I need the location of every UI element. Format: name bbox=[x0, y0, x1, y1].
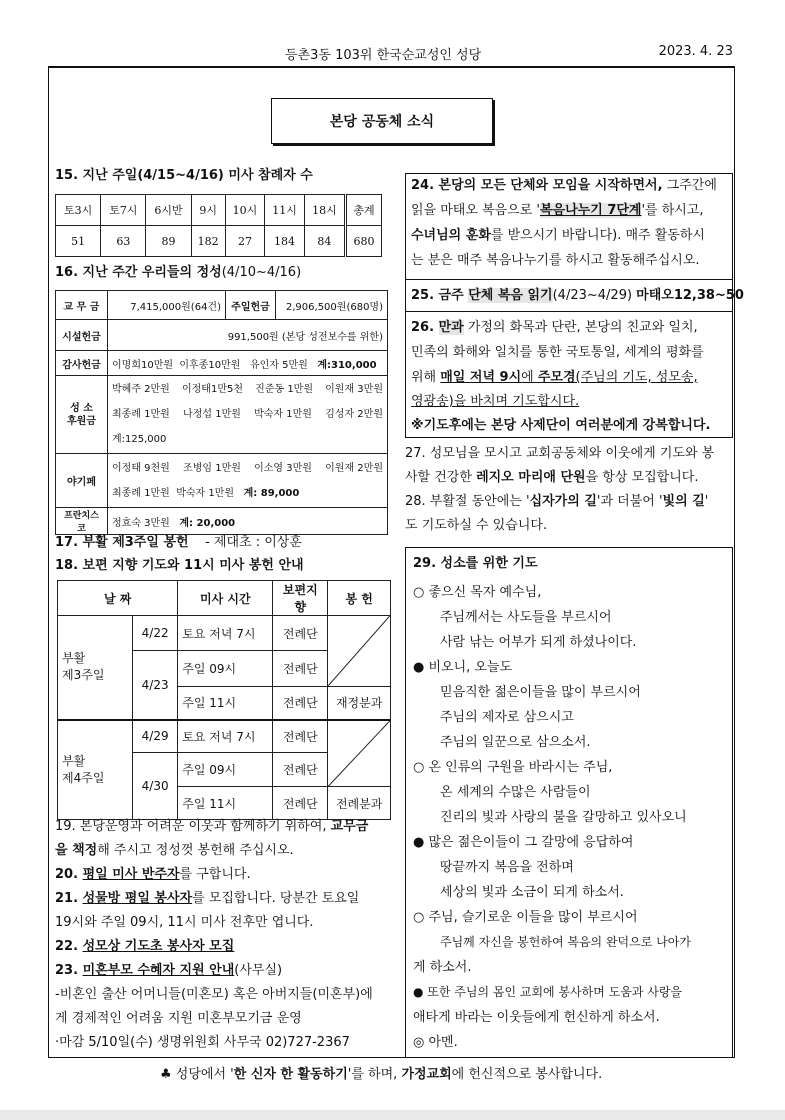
s19-line2: 을 책정해 주시고 정성껏 봉헌해 주십시오. bbox=[55, 843, 294, 858]
schedule-offer-empty bbox=[328, 616, 391, 687]
prayer-line: ● 비오니, 오늘도 bbox=[413, 660, 513, 675]
parish-name: 등촌3동 103위 한국순교성인 성당 bbox=[285, 48, 482, 63]
s24-line1: 24. 본당의 모든 단체와 모임을 시작하면서, 그주간에 bbox=[411, 178, 717, 193]
schedule-time: 주일 11시 bbox=[178, 687, 273, 720]
s16-heading: 16. 지난 주간 우리들의 정성(4/10~4/16) bbox=[55, 265, 302, 280]
schedule-head: 보편지향 bbox=[273, 581, 328, 616]
s24-line2: 읽을 마태오 복음으로 '복음나누기 7단계'를 하시고, bbox=[411, 203, 704, 218]
attendance-value-row bbox=[56, 226, 382, 257]
schedule-time: 토요 저녁 7시 bbox=[178, 616, 273, 651]
attendance-col: 11시 bbox=[265, 195, 305, 226]
prayer-line: 온 세계의 수많은 사람들이 bbox=[440, 785, 591, 800]
s28-line1: 28. 부활절 동안에는 '십자가의 길'과 더불어 '빛의 길' bbox=[405, 494, 709, 509]
s23-line2: 게 경제적인 어려움 지원 미혼부모기금 운영 bbox=[55, 1011, 302, 1026]
s29-heading: 29. 성소를 위한 기도 bbox=[413, 556, 538, 571]
prayer-line: ◎ 아멘. bbox=[413, 1035, 458, 1050]
schedule-who: 전례단 bbox=[273, 616, 328, 651]
attendance-col: 토7시 bbox=[101, 195, 146, 226]
offering-label: 성 소 후원금 bbox=[56, 376, 108, 454]
offering-value: 991,500원 (본당 성전보수를 위한) bbox=[108, 320, 388, 351]
schedule-offer: 전례분과 bbox=[328, 787, 391, 820]
offering-row bbox=[56, 291, 388, 320]
s20-line: 20. 평일 미사 반주자를 구합니다. bbox=[55, 867, 251, 882]
offering-label: 프란치스코 bbox=[56, 508, 108, 535]
offering-value: 7,415,000원(64건) bbox=[108, 291, 226, 320]
offering-row bbox=[56, 320, 388, 351]
prayer-line: 주님께 자신을 봉헌하여 복음의 완덕으로 나아가 bbox=[440, 935, 691, 949]
schedule-header-row bbox=[58, 581, 391, 616]
schedule-date: 4/22 bbox=[133, 616, 178, 651]
schedule-date: 4/23 bbox=[133, 651, 178, 720]
s28-line2: 도 기도하실 수 있습니다. bbox=[405, 518, 548, 533]
diagonal-line bbox=[328, 616, 390, 686]
s24-line4: 는 분은 매주 복음나누기를 하시고 활동해주십시오. bbox=[411, 253, 700, 268]
schedule-offer: 재정분과 bbox=[328, 687, 391, 720]
attendance-val: 184 bbox=[265, 226, 305, 257]
attendance-val: 51 bbox=[56, 226, 101, 257]
footer-band bbox=[0, 1110, 785, 1120]
page-title: 본당 공동체 소식 bbox=[271, 98, 493, 144]
schedule-time: 주일 11시 bbox=[178, 787, 273, 820]
schedule-time: 주일 09시 bbox=[178, 753, 273, 787]
attendance-val: 89 bbox=[146, 226, 191, 257]
schedule-head: 미사 시간 bbox=[178, 581, 273, 616]
schedule-head: 봉 헌 bbox=[328, 581, 391, 616]
s17-line: 17. 부활 제3주일 봉헌 - 제대초 : 이상훈 bbox=[55, 535, 302, 550]
prayer-line: 주님께서는 사도들을 부르시어 bbox=[440, 610, 612, 625]
s23-line3: ·마감 5/10일(수) 생명위원회 사무국 02)727-2367 bbox=[55, 1035, 350, 1050]
offering-value: 박혜주 2만원 이정태1만5천 진준동 1만원 이원재 3만원 최종례 1만원 나정섭 1만원 박숙자 1만원 김성자 2만원 계:125,000 bbox=[108, 376, 388, 454]
schedule-who: 전례단 bbox=[273, 753, 328, 787]
schedule-group: 부활 제3주일 bbox=[58, 616, 133, 720]
attendance-col: 토3시 bbox=[56, 195, 101, 226]
schedule-head: 날 짜 bbox=[58, 581, 178, 616]
attendance-table bbox=[55, 194, 382, 257]
offering-row bbox=[56, 508, 388, 535]
prayer-line: 진리의 빛과 사랑의 불을 갈망하고 있사오니 bbox=[440, 810, 687, 825]
offering-value: 정효숙 3만원 계: 20,000 bbox=[108, 508, 388, 535]
s25-line: 25. 금주 단체 복음 읽기(4/23~4/29) 마태오12,38~50 bbox=[411, 288, 744, 303]
prayer-line: 애타게 바라는 이웃들에게 헌신하게 하소서. bbox=[413, 1010, 660, 1025]
offering-label: 교 무 금 bbox=[56, 291, 108, 320]
mass-schedule-table bbox=[57, 580, 391, 820]
s27-line2: 사할 건강한 레지오 마리애 단원을 항상 모집합니다. bbox=[405, 470, 699, 485]
s26-line1: 26. 만과 가정의 화목과 단란, 본당의 친교와 일치, bbox=[411, 320, 698, 335]
prayer-line: 게 하소서. bbox=[413, 960, 472, 975]
attendance-col: 9시 bbox=[191, 195, 225, 226]
prayer-line: 사람 낚는 어부가 되게 하셨나이다. bbox=[440, 635, 637, 650]
footer-motto: ♣ 성당에서 '한 신자 한 활동하기'를 하며, 가정교회에 헌신적으로 봉사합니다. bbox=[160, 1067, 603, 1082]
schedule-who: 전례단 bbox=[273, 720, 328, 753]
attendance-val: 680 bbox=[345, 226, 381, 257]
s23-heading: 23. 미혼부모 수혜자 지원 안내(사무실) bbox=[55, 963, 283, 978]
prayer-line: ○ 주님, 슬기로운 이들을 많이 부르시어 bbox=[413, 910, 638, 925]
attendance-val: 27 bbox=[225, 226, 265, 257]
offering-table bbox=[55, 290, 388, 535]
s26-line5: ※기도후에는 본당 사제단이 여러분에게 강복합니다. bbox=[411, 418, 711, 433]
attendance-col: 6시반 bbox=[146, 195, 191, 226]
schedule-row bbox=[58, 616, 391, 651]
s26-line3: 위해 매일 저녁 9시에 주모경(주님의 기도, 성모송, bbox=[411, 370, 698, 385]
attendance-header-row bbox=[56, 195, 382, 226]
offering-label: 야기페 bbox=[56, 454, 108, 508]
s19-line1: 19. 본당운영과 어려운 이웃과 함께하기 위하여, 교무금 bbox=[55, 819, 369, 834]
schedule-date: 4/29 bbox=[133, 720, 178, 753]
offering-value: 이정태 9천원 조병임 1만원 이소영 3만원 이원재 2만원 최종례 1만원 박숙자 1만원 계: 89,000 bbox=[108, 454, 388, 508]
schedule-who: 전례단 bbox=[273, 687, 328, 720]
prayer-line: 믿음직한 젊은이들을 많이 부르시어 bbox=[440, 685, 641, 700]
schedule-group: 부활 제4주일 bbox=[58, 720, 133, 820]
prayer-line: ● 많은 젊은이들이 그 갈망에 응답하여 bbox=[413, 835, 634, 850]
s21-line1: 21. 성물방 평일 봉사자를 모집합니다. 당분간 토요일 bbox=[55, 891, 360, 906]
offering-row bbox=[56, 454, 388, 508]
schedule-time: 주일 09시 bbox=[178, 651, 273, 687]
s26-line4: 영광송)을 바치며 기도합시다. bbox=[411, 394, 580, 409]
prayer-line: 땅끝까지 복음을 전하며 bbox=[440, 860, 574, 875]
offering-label: 감사헌금 bbox=[56, 351, 108, 376]
schedule-who: 전례단 bbox=[273, 787, 328, 820]
prayer-line: 주님의 제자로 삼으시고 bbox=[440, 710, 574, 725]
prayer-line: 주님의 일꾼으로 삼으소서. bbox=[440, 735, 591, 750]
schedule-time: 토요 저녁 7시 bbox=[178, 720, 273, 753]
schedule-offer-empty bbox=[328, 720, 391, 787]
attendance-val: 182 bbox=[191, 226, 225, 257]
prayer-line: 세상의 빛과 소금이 되게 하소서. bbox=[440, 885, 624, 900]
attendance-val: 84 bbox=[304, 226, 345, 257]
attendance-col: 10시 bbox=[225, 195, 265, 226]
offering-label: 주일헌금 bbox=[226, 291, 276, 320]
offering-value: 2,906,500원(680명) bbox=[276, 291, 388, 320]
prayer-line: ○ 온 인류의 구원을 바라시는 주님, bbox=[413, 760, 613, 775]
s26-line2: 민족의 화해와 일치를 통한 국토통일, 세계의 평화를 bbox=[411, 345, 704, 360]
s18-heading: 18. 보편 지향 기도와 11시 미사 봉헌 안내 bbox=[55, 558, 304, 573]
prayer-line: ● 또한 주님의 몸인 교회에 봉사하며 도움과 사랑을 bbox=[413, 985, 683, 999]
s21-line2: 19시와 주일 09시, 11시 미사 전후만 엽니다. bbox=[55, 915, 314, 930]
attendance-col: 18시 bbox=[304, 195, 345, 226]
prayer-line: ○ 좋으신 목자 예수님, bbox=[413, 585, 542, 600]
attendance-col: 총계 bbox=[345, 195, 381, 226]
attendance-val: 63 bbox=[101, 226, 146, 257]
diagonal-line bbox=[328, 721, 390, 787]
schedule-date: 4/30 bbox=[133, 753, 178, 820]
s15-heading: 15. 지난 주일(4/15~4/16) 미사 참례자 수 bbox=[55, 168, 313, 183]
offering-value: 이명희10만원 이후종10만원 유인자 5만원 계:310,000 bbox=[108, 351, 388, 376]
offering-label: 시설헌금 bbox=[56, 320, 108, 351]
offering-row bbox=[56, 376, 388, 454]
offering-row bbox=[56, 351, 388, 376]
schedule-who: 전례단 bbox=[273, 651, 328, 687]
s24-line3: 수녀님의 훈화를 받으시기 바랍니다). 매주 활동하시 bbox=[411, 228, 705, 243]
s27-line1: 27. 성모님을 모시고 교회공동체와 이웃에게 기도와 봉 bbox=[405, 446, 715, 461]
schedule-row bbox=[58, 720, 391, 753]
bulletin-date: 2023. 4. 23 bbox=[658, 44, 733, 59]
s23-line1: -비혼인 출산 어머니들(미혼모) 혹은 아버지들(미혼부)에 bbox=[55, 987, 373, 1002]
s22-line: 22. 성모상 기도초 봉사자 모집 bbox=[55, 939, 235, 954]
